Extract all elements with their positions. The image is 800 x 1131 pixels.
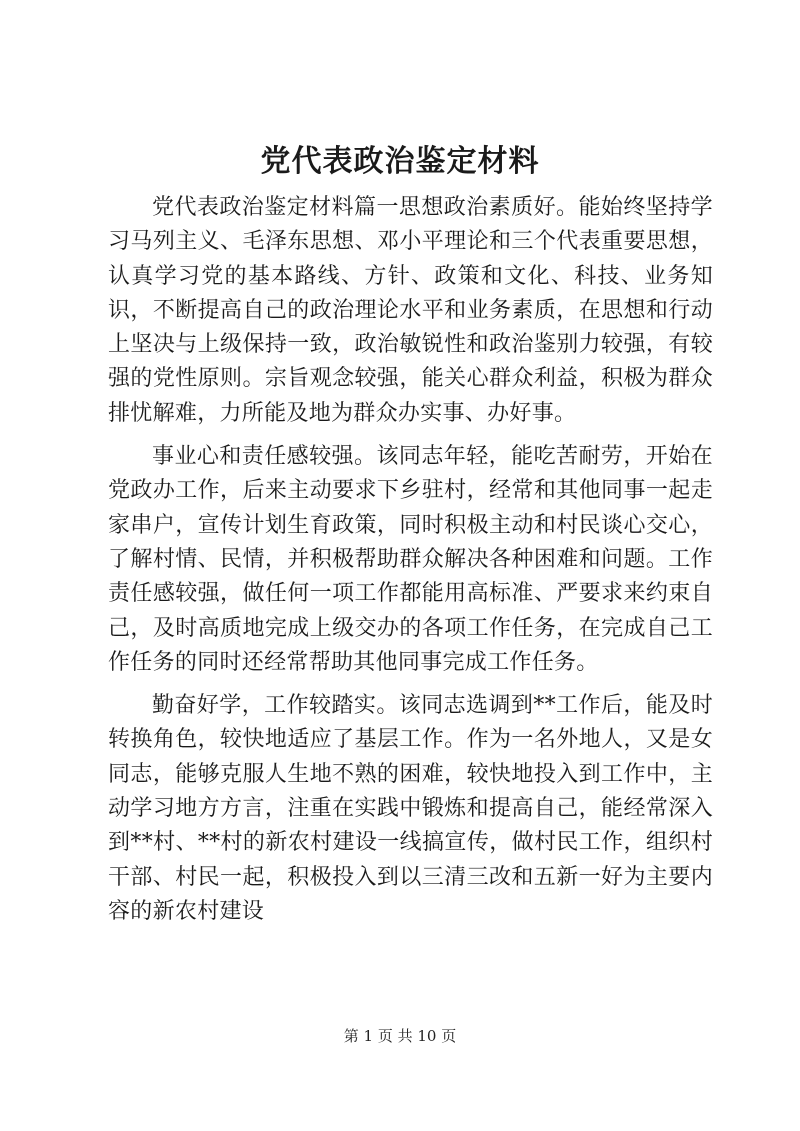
document-body (108, 191, 713, 929)
paragraph-2: 事业心和责任感较强。该同志年轻，能吃苦耐劳，开始在党政办工作，后来主动要求下乡驻村，经常和其他同事一起走家串户，宣传计划生育政策，同时积极主动和村民谈心交心，了解村情、民情，并积极帮助群众解决各种困难和问题。工作责任感较强，做任何一项工作都能用高标准、严要求来约束自己，及时高质地完成上级交办的各项工作任务，在完成自己工作任务的同时还经常帮助其他同事完成工作任务。 (108, 444, 713, 675)
paragraph-3: 勤奋好学，工作较踏实。该同志选调到**工作后，能及时转换角色，较快地适应了基层工作。作为一名外地人，又是女同志，能够克服人生地不熟的困难，较快地投入到工作中，主动学习地方方言，注重在实践中锻炼和提高自己，能经常深入到**村、**村的新农村建设一线搞宣传，做村民工作，组织村干部、村民一起，积极投入到以三清三改和五新一好为主要内容的新农村建设 (108, 693, 713, 924)
paragraph-1: 党代表政治鉴定材料篇一思想政治素质好。能始终坚持学习马列主义、毛泽东思想、邓小平理论和三个代表重要思想，认真学习党的基本路线、方针、政策和文化、科技、业务知识，不断提高自己的政治理论水平和业务素质，在思想和行动上坚决与上级保持一致，政治敏锐性和政治鉴别力较强，有较强的党性原则。宗旨观念较强，能关心群众利益，积极为群众排忧解难，力所能及地为群众办实事、办好事。 (108, 195, 713, 426)
page-number-footer: 第 1 页 共 10 页 (343, 1027, 457, 1045)
document-title: 党代表政治鉴定材料 (260, 144, 540, 179)
